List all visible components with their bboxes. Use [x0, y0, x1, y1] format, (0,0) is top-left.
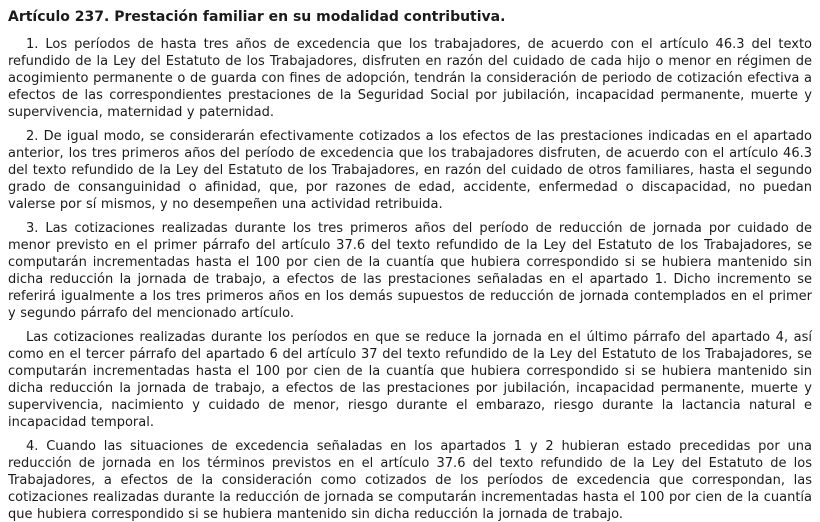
article-paragraph-3: 3. Las cotizaciones realizadas durante los tres primeros años del período de reducción de jornada por cuidado de menor previsto en el primer párrafo del artículo 37.6 del texto refundido de la Ley del Estatuto de los Trabajadores, se computarán incrementadas hasta el 100 por cien de la cuantía que hubiera correspondido si se hubiera mantenido sin dicha reducción la jornada de trabajo, a efectos de las prestaciones señaladas en el apartado 1. Dicho incremento se referirá igualmente a los tres primeros años en los demás supuestos de reducción de jornada contemplados en el primer y segundo párrafo del mencionado artículo.: [8, 221, 812, 321]
article-title: Artículo 237. Prestación familiar en su modalidad contributiva.: [8, 9, 506, 25]
article-paragraph-5: 4. Cuando las situaciones de excedencia señaladas en los apartados 1 y 2 hubieran estado precedidas por una reducción de jornada en los términos previstos en el artículo 37.6 del texto refundido de la Ley del Estatuto de los Trabajadores, a efectos de la consideración como cotizados de los períodos de excedencia que correspondan, las cotizaciones realizadas durante la reducción de jornada se computarán incrementadas hasta el 100 por cien de la cuantía que hubiera correspondido si se hubiera mantenido sin dicha reducción la jornada de trabajo.: [8, 439, 812, 522]
article-paragraph-1: 1. Los períodos de hasta tres años de excedencia que los trabajadores, de acuerdo con el artículo 46.3 del texto refundido de la Ley del Estatuto de los Trabajadores, disfruten en razón del cuidado de cada hijo o menor en régimen de acogimiento permanente o de guarda con fines de adopción, tendrán la consideración de periodo de cotización efectiva a efectos de las correspondientes prestaciones de la Seguridad Social por jubilación, incapacidad permanente, muerte y supervivencia, maternidad y paternidad.: [8, 37, 812, 120]
article-paragraph-4: Las cotizaciones realizadas durante los períodos en que se reduce la jornada en el último párrafo del apartado 4, así como en el tercer párrafo del apartado 6 del artículo 37 del texto refundido de la Ley del Estatuto de los Trabajadores, se computarán incrementadas hasta el 100 por cien de la cuantía que hubiera correspondido si se hubiera mantenido sin dicha reducción la jornada de trabajo, a efectos de las prestaciones por jubilación, incapacidad permanente, muerte y supervivencia, nacimiento y cuidado de menor, riesgo durante el embarazo, riesgo durante la lactancia natural e incapacidad temporal.: [8, 330, 812, 430]
article-paragraph-2: 2. De igual modo, se considerarán efectivamente cotizados a los efectos de las prestaciones indicadas en el apartado anterior, los tres primeros años del período de excedencia que los trabajadores disfruten, de acuerdo con el artículo 46.3 del texto refundido de la Ley del Estatuto de los Trabajadores, en razón del cuidado de otros familiares, hasta el segundo grado de consanguinidad o afinidad, que, por razones de edad, accidente, enfermedad o discapacidad, no puedan valerse por sí mismos, y no desempeñen una actividad retribuida.: [8, 129, 812, 212]
